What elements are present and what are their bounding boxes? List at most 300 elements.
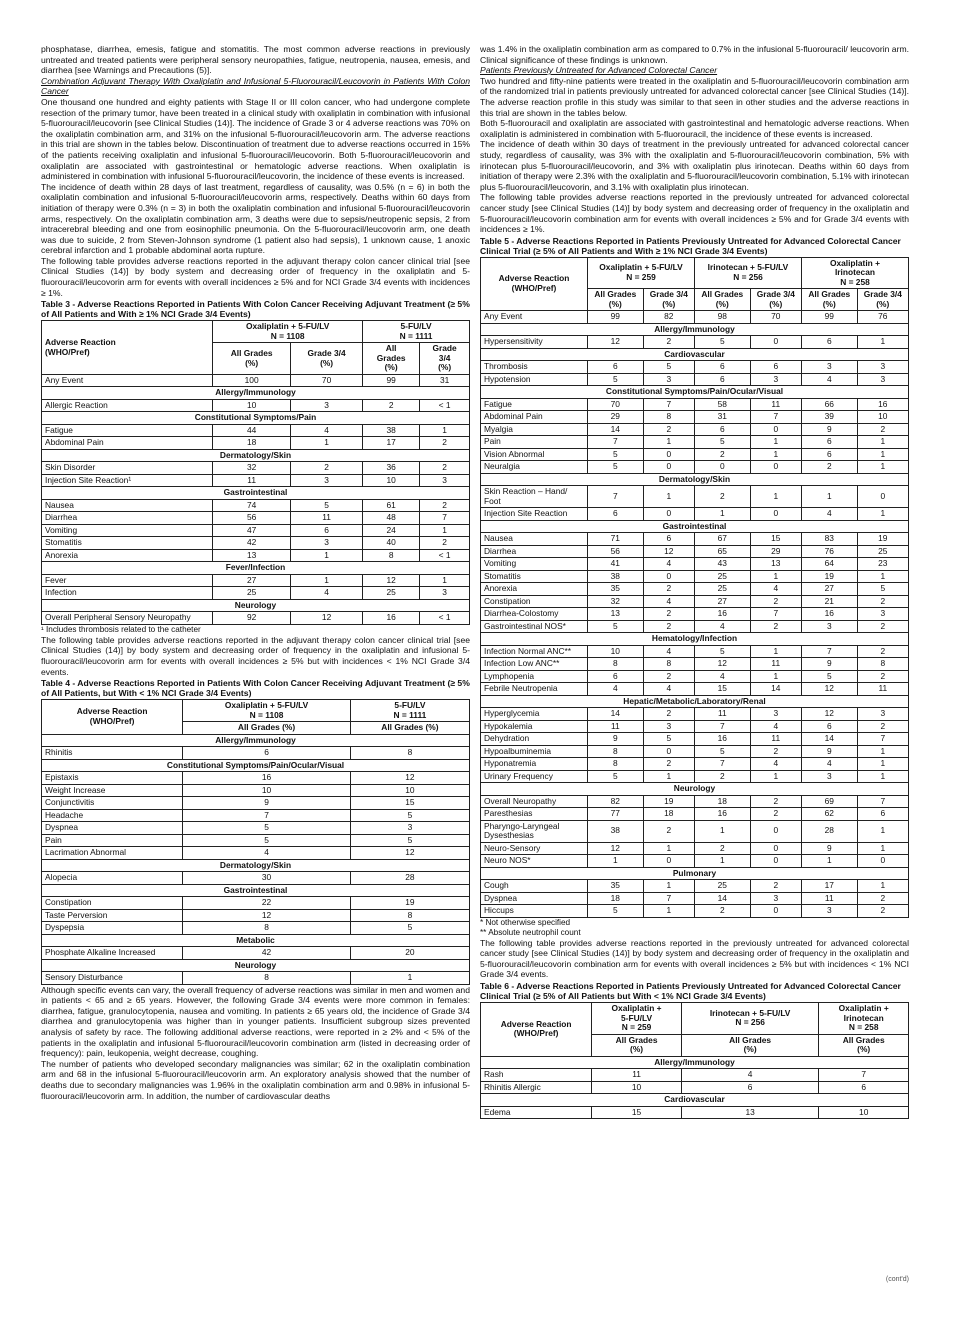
column-header: Grade 3/4 (%) xyxy=(857,289,908,311)
row-label: Infection Low ANC** xyxy=(481,658,588,671)
cell-value: 9 xyxy=(183,797,351,810)
cell-value: 74 xyxy=(213,499,291,512)
cell-value: 13 xyxy=(588,608,644,621)
cell-value: 8 xyxy=(350,909,469,922)
cell-value: 3 xyxy=(291,474,363,487)
cell-value: 3 xyxy=(857,361,908,374)
cell-value: 5 xyxy=(643,733,694,746)
table-4-caption: Table 4 - Adverse Reactions Reported in Patients With Colon Cancer Receiving Adjuvant Treatment (≥ 5% of All Patients, but With < 1% NCI Grade 3/4 Events) xyxy=(41,678,470,699)
cell-value: 1 xyxy=(643,486,694,508)
right-column xyxy=(480,44,909,1119)
table-row xyxy=(481,436,909,449)
cell-value: 10 xyxy=(183,784,351,797)
cell-value: 12 xyxy=(350,772,469,785)
cell-value: 1 xyxy=(857,436,908,449)
cell-value: 40 xyxy=(363,537,420,550)
cell-value: 3 xyxy=(643,720,694,733)
cell-value: 64 xyxy=(801,558,857,571)
section-row xyxy=(481,1094,909,1107)
table-row xyxy=(42,424,470,437)
cell-value: 2 xyxy=(857,670,908,683)
table-row xyxy=(42,612,470,625)
cell-value: 1 xyxy=(350,972,469,985)
cell-value: 8 xyxy=(183,972,351,985)
table-3-caption: Table 3 - Adverse Reactions Reported in Patients With Colon Cancer Receiving Adjuvant Treatment (≥ 5% of All Patients and With ≥ 1% NCI Grade 3/4 Events) xyxy=(41,299,470,320)
cell-value: 29 xyxy=(588,411,644,424)
cell-value: 35 xyxy=(588,880,644,893)
row-label: Allergic Reaction xyxy=(42,399,213,412)
cell-value: 3 xyxy=(291,537,363,550)
cell-value: 12 xyxy=(801,708,857,721)
cell-value: 3 xyxy=(801,770,857,783)
table-row xyxy=(481,545,909,558)
cell-value: 1 xyxy=(694,820,750,842)
cell-value: 0 xyxy=(643,448,694,461)
cell-value: 6 xyxy=(694,423,750,436)
table-row xyxy=(481,720,909,733)
cell-value: 4 xyxy=(643,645,694,658)
cell-value: 32 xyxy=(588,595,644,608)
section-row xyxy=(481,473,909,486)
cell-value: 9 xyxy=(801,745,857,758)
row-label: Hypotension xyxy=(481,373,588,386)
section-label: Constitutional Symptoms/Pain/Ocular/Visual xyxy=(42,759,470,772)
cell-value: 27 xyxy=(801,583,857,596)
column-header: All Grades (%) xyxy=(819,1034,909,1056)
cell-value: 9 xyxy=(801,423,857,436)
cell-value: 2 xyxy=(694,905,750,918)
row-label: Febrile Neutropenia xyxy=(481,683,588,696)
cell-value: 4 xyxy=(801,508,857,521)
cell-value: 1 xyxy=(694,855,750,868)
cell-value: 67 xyxy=(694,533,750,546)
cell-value: 9 xyxy=(588,733,644,746)
cell-value: < 1 xyxy=(420,549,470,562)
cell-value: 2 xyxy=(857,720,908,733)
table-row xyxy=(42,847,470,860)
cell-value: 3 xyxy=(801,905,857,918)
column-header: Irinotecan + 5-FU/LV N = 256 xyxy=(681,1003,819,1035)
row-label: Edema xyxy=(481,1106,592,1119)
row-label: Rhinitis xyxy=(42,747,183,760)
paragraph: The following table provides adverse reactions reported in the adjuvant therapy colon cancer clinical trial [see Clinical Studies (14)] by body system and decreasing order of frequency in the oxaliplatin and 5-fluorouracil/leucovorin arm for events with overall incidences ≥ 5% and for NCI Grade 3/4 events with incidences ≥ 1%. xyxy=(41,255,470,298)
cell-value: 5 xyxy=(183,822,351,835)
row-label: Vision Abnormal xyxy=(481,448,588,461)
cell-value: 3 xyxy=(643,373,694,386)
column-header: Oxaliplatin + 5-FU/LV N = 259 xyxy=(588,257,695,289)
cell-value: 38 xyxy=(588,820,644,842)
section-row xyxy=(42,734,470,747)
section-row xyxy=(42,599,470,612)
column-header: Grade 3/4 (%) xyxy=(750,289,801,311)
cell-value: 7 xyxy=(183,809,351,822)
table-row xyxy=(481,708,909,721)
row-label: Dehydration xyxy=(481,733,588,746)
cell-value: 4 xyxy=(681,1069,819,1082)
cell-value: 5 xyxy=(694,436,750,449)
cell-value: 2 xyxy=(857,892,908,905)
cell-value: 2 xyxy=(750,595,801,608)
cell-value: 2 xyxy=(363,399,420,412)
cell-value: 12 xyxy=(291,612,363,625)
cell-value: 2 xyxy=(291,462,363,475)
cell-value: 1 xyxy=(857,842,908,855)
row-label: Skin Reaction – Hand/ Foot xyxy=(481,486,588,508)
cell-value: 1 xyxy=(750,645,801,658)
cell-value: 16 xyxy=(857,398,908,411)
cell-value: 6 xyxy=(801,436,857,449)
cell-value: 1 xyxy=(750,448,801,461)
cell-value: 6 xyxy=(588,670,644,683)
section-row xyxy=(42,884,470,897)
cell-value: 99 xyxy=(588,311,644,324)
column-header: All Grades (%) xyxy=(363,343,420,375)
cell-value: 5 xyxy=(694,745,750,758)
cell-value: 3 xyxy=(801,620,857,633)
cell-value: 5 xyxy=(588,448,644,461)
cell-value: 38 xyxy=(363,424,420,437)
cell-value: 0 xyxy=(857,486,908,508)
table-row xyxy=(481,645,909,658)
row-label: Hypersensitivity xyxy=(481,336,588,349)
cell-value: 19 xyxy=(643,795,694,808)
row-label: Nausea xyxy=(42,499,213,512)
cell-value: 7 xyxy=(588,436,644,449)
cell-value: 70 xyxy=(291,374,363,387)
cell-value: 8 xyxy=(643,411,694,424)
cell-value: 1 xyxy=(291,549,363,562)
cell-value: 11 xyxy=(291,512,363,525)
cell-value: 100 xyxy=(213,374,291,387)
cell-value: 23 xyxy=(857,558,908,571)
row-label: Thrombosis xyxy=(481,361,588,374)
section-row xyxy=(481,633,909,646)
cell-value: 25 xyxy=(694,880,750,893)
cell-value: 5 xyxy=(857,583,908,596)
table-6-caption: Table 6 - Adverse Reactions Reported in Patients Previously Untreated for Advanced Colorectal Cancer Clinical Trial (≥ 5% of All Patients but With < 1% NCI Grade 3/4 Events) xyxy=(480,981,901,1002)
cell-value: 2 xyxy=(857,905,908,918)
cell-value: 14 xyxy=(694,892,750,905)
cell-value: 92 xyxy=(213,612,291,625)
cell-value: 5 xyxy=(643,361,694,374)
row-label: Hyponatremia xyxy=(481,758,588,771)
cell-value: 1 xyxy=(857,758,908,771)
cell-value: 11 xyxy=(750,398,801,411)
section-row xyxy=(481,783,909,796)
cell-value: 8 xyxy=(857,658,908,671)
column-header: All Grades (%) xyxy=(694,289,750,311)
cell-value: 8 xyxy=(588,758,644,771)
paragraph: The incidence of death within 30 days of treatment in the previously untreated for advanced colorectal cancer study, regardless of causality, was 3% with the oxaliplatin and 5-fluorouracil/leucovorin combination, 5% with irinotecan plus 5-fluorouracil/leucovorin, and 3% with oxaliplatin plus irinotecan. Deaths within 60 days from initiation of therapy were 2.3% with the oxaliplatin and 5-fluorouracil/leucovorin combination, 5.1% with irinotecan plus 5-fluorouracil/leucovorin, and 3.1% with oxaliplatin plus irinotecan. xyxy=(480,139,909,192)
continued-label: (cont'd) xyxy=(885,1276,909,1283)
section-label: Constitutional Symptoms/Pain xyxy=(42,412,470,425)
cell-value: 3 xyxy=(350,822,469,835)
table-row xyxy=(42,524,470,537)
table-row xyxy=(481,361,909,374)
cell-value: 2 xyxy=(750,795,801,808)
row-label: Myalgia xyxy=(481,423,588,436)
cell-value: 2 xyxy=(643,583,694,596)
cell-value: 22 xyxy=(183,897,351,910)
cell-value: 1 xyxy=(857,448,908,461)
cell-value: 2 xyxy=(750,620,801,633)
cell-value: 6 xyxy=(694,361,750,374)
cell-value: 4 xyxy=(694,620,750,633)
cell-value: 12 xyxy=(643,545,694,558)
cell-value: 47 xyxy=(213,524,291,537)
row-label: Epistaxis xyxy=(42,772,183,785)
cell-value: 7 xyxy=(588,486,644,508)
row-label: Constipation xyxy=(481,595,588,608)
cell-value: 4 xyxy=(750,720,801,733)
section-row xyxy=(481,348,909,361)
row-label: Lacrimation Abnormal xyxy=(42,847,183,860)
cell-value: 0 xyxy=(750,905,801,918)
cell-value: 61 xyxy=(363,499,420,512)
row-label: Diarrhea xyxy=(481,545,588,558)
section-label: Fever/Infection xyxy=(42,562,470,575)
column-header: Grade 3/4 (%) xyxy=(420,343,470,375)
cell-value: 1 xyxy=(857,508,908,521)
cell-value: 8 xyxy=(363,549,420,562)
cell-value: 1 xyxy=(643,905,694,918)
cell-value: 44 xyxy=(213,424,291,437)
row-label: Paresthesias xyxy=(481,808,588,821)
cell-value: 18 xyxy=(588,892,644,905)
column-header: Adverse Reaction (WHO/Pref) xyxy=(481,1003,592,1057)
row-label: Dyspnea xyxy=(481,892,588,905)
cell-value: 4 xyxy=(694,670,750,683)
column-header: All Grades (%) xyxy=(588,289,644,311)
cell-value: 1 xyxy=(750,436,801,449)
table-6 xyxy=(480,1002,909,1119)
row-label: Urinary Frequency xyxy=(481,770,588,783)
table-row xyxy=(481,620,909,633)
column-header: 5-FU/LV N = 1111 xyxy=(363,321,470,343)
cell-value: 2 xyxy=(694,448,750,461)
paragraph: was 1.4% in the oxaliplatin combination arm as compared to 0.7% in the infusional 5-fluorouracil/ leucovorin arm. Clinical significance of these findings is unknown. xyxy=(480,44,909,65)
cell-value: 38 xyxy=(588,570,644,583)
cell-value: 1 xyxy=(857,570,908,583)
cell-value: 0 xyxy=(750,461,801,474)
table-row xyxy=(481,595,909,608)
cell-value: 25 xyxy=(857,545,908,558)
table-row xyxy=(481,486,909,508)
column-header: Oxaliplatin + Irinotecan N = 258 xyxy=(801,257,908,289)
cell-value: 4 xyxy=(643,683,694,696)
table-row xyxy=(481,373,909,386)
cell-value: 70 xyxy=(750,311,801,324)
section-label: Gastrointestinal xyxy=(42,884,470,897)
row-label: Abdominal Pain xyxy=(42,437,213,450)
section-label: Dermatology/Skin xyxy=(42,859,470,872)
cell-value: 4 xyxy=(588,683,644,696)
cell-value: 42 xyxy=(183,947,351,960)
section-label: Hematology/Infection xyxy=(481,633,909,646)
row-label: Lymphopenia xyxy=(481,670,588,683)
cell-value: 12 xyxy=(801,683,857,696)
cell-value: 99 xyxy=(801,311,857,324)
table-row xyxy=(42,437,470,450)
cell-value: 5 xyxy=(350,922,469,935)
cell-value: 7 xyxy=(819,1069,909,1082)
cell-value: 11 xyxy=(750,658,801,671)
cell-value: 19 xyxy=(857,533,908,546)
section-heading: Combination Adjuvant Therapy With Oxaliplatin and Infusional 5-Fluorouracil/Leucovorin in Patients With Colon Cancer xyxy=(41,75,470,97)
cell-value: 66 xyxy=(801,398,857,411)
cell-value: 14 xyxy=(750,683,801,696)
table-3 xyxy=(41,320,470,625)
cell-value: 1 xyxy=(857,770,908,783)
cell-value: 7 xyxy=(750,608,801,621)
section-label: Dermatology/Skin xyxy=(42,449,470,462)
row-label: Overall Peripheral Sensory Neuropathy xyxy=(42,612,213,625)
cell-value: 2 xyxy=(643,608,694,621)
cell-value: 10 xyxy=(819,1106,909,1119)
table-row xyxy=(42,922,470,935)
cell-value: 1 xyxy=(291,574,363,587)
cell-value: 25 xyxy=(213,587,291,600)
cell-value: 16 xyxy=(694,808,750,821)
cell-value: 1 xyxy=(750,486,801,508)
cell-value: 2 xyxy=(694,486,750,508)
table-row xyxy=(481,683,909,696)
cell-value: < 1 xyxy=(420,399,470,412)
cell-value: 7 xyxy=(857,795,908,808)
table-row xyxy=(42,822,470,835)
column-header: Oxaliplatin + Irinotecan N = 258 xyxy=(819,1003,909,1035)
cell-value: 0 xyxy=(750,508,801,521)
cell-value: 2 xyxy=(643,423,694,436)
cell-value: 4 xyxy=(750,583,801,596)
row-label: Anorexia xyxy=(481,583,588,596)
cell-value: 5 xyxy=(350,834,469,847)
cell-value: 6 xyxy=(588,361,644,374)
table-row xyxy=(481,311,909,324)
cell-value: 11 xyxy=(750,733,801,746)
table-row xyxy=(481,398,909,411)
row-label: Any Event xyxy=(481,311,588,324)
row-label: Pain xyxy=(481,436,588,449)
table-row xyxy=(481,892,909,905)
cell-value: 8 xyxy=(643,658,694,671)
section-label: Allergy/Immunology xyxy=(42,734,470,747)
section-label: Constitutional Symptoms/Pain/Ocular/Visual xyxy=(481,386,909,399)
section-row xyxy=(481,323,909,336)
row-label: Neuralgia xyxy=(481,461,588,474)
left-column xyxy=(41,44,470,1101)
cell-value: 4 xyxy=(291,587,363,600)
cell-value: 3 xyxy=(750,708,801,721)
row-label: Injection Site Reaction¹ xyxy=(42,474,213,487)
cell-value: 16 xyxy=(363,612,420,625)
cell-value: 7 xyxy=(420,512,470,525)
cell-value: 7 xyxy=(694,720,750,733)
table-footnote: ** Absolute neutrophil count xyxy=(480,927,581,937)
section-label: Cardiovascular xyxy=(481,348,909,361)
cell-value: 6 xyxy=(857,808,908,821)
cell-value: 3 xyxy=(857,708,908,721)
cell-value: 3 xyxy=(420,474,470,487)
cell-value: 35 xyxy=(588,583,644,596)
cell-value: 3 xyxy=(801,361,857,374)
cell-value: 28 xyxy=(350,872,469,885)
cell-value: 4 xyxy=(291,424,363,437)
section-row xyxy=(42,449,470,462)
table-body xyxy=(481,311,909,918)
table-row xyxy=(42,574,470,587)
column-header: Grade 3/4 (%) xyxy=(643,289,694,311)
cell-value: 18 xyxy=(694,795,750,808)
cell-value: 10 xyxy=(363,474,420,487)
table-row xyxy=(481,670,909,683)
table-row xyxy=(42,872,470,885)
table-body xyxy=(42,374,470,624)
cell-value: 83 xyxy=(801,533,857,546)
cell-value: 12 xyxy=(694,658,750,671)
row-label: Overall Neuropathy xyxy=(481,795,588,808)
cell-value: 18 xyxy=(643,808,694,821)
column-header: Grade 3/4 (%) xyxy=(291,343,363,375)
paragraph: The following table provides adverse reactions reported in the adjuvant therapy colon cancer clinical trial [see Clinical Studies (14)] by body system and decreasing order of frequency in the oxaliplatin and infusional 5-fluorouracil/leucovorin arm for events with overall incidences ≥ 5% but with incidences < 1% NCI Grade 3/4 events. xyxy=(41,634,470,677)
table-row xyxy=(42,512,470,525)
cell-value: 5 xyxy=(694,336,750,349)
row-label: Cough xyxy=(481,880,588,893)
cell-value: 11 xyxy=(857,683,908,696)
cell-value: 2 xyxy=(420,437,470,450)
cell-value: 2 xyxy=(694,770,750,783)
row-label: Anorexia xyxy=(42,549,213,562)
section-label: Neurology xyxy=(481,783,909,796)
row-label: Fatigue xyxy=(42,424,213,437)
section-label: Allergy/Immunology xyxy=(481,1056,909,1069)
row-label: Pain xyxy=(42,834,183,847)
column-header: Adverse Reaction (WHO/Pref) xyxy=(481,257,588,311)
table-row xyxy=(481,533,909,546)
cell-value: 8 xyxy=(183,922,351,935)
cell-value: 1 xyxy=(857,336,908,349)
column-header: All Grades (%) xyxy=(213,343,291,375)
row-label: Hypokalemia xyxy=(481,720,588,733)
cell-value: 1 xyxy=(801,486,857,508)
column-header: Adverse Reaction (WHO/Pref) xyxy=(42,321,213,375)
paragraph: The following table provides adverse reactions reported in the previously untreated for advanced colorectal cancer study [see Clinical Studies (14)] by body system and decreasing order of frequency in the oxaliplatin and 5-fluorouracil/leucovorin combination arm for events with overall incidences ≥ 5% and for Grade 3/4 events with incidences ≥ 1%. xyxy=(480,192,909,235)
table-row xyxy=(481,745,909,758)
cell-value: 0 xyxy=(643,461,694,474)
cell-value: 36 xyxy=(363,462,420,475)
cell-value: 76 xyxy=(857,311,908,324)
paragraph: The incidence of death within 28 days of last treatment, regardless of causality, was 0.5% (n = 6) in both the oxaliplatin combination and infusional 5-fluorouracil/leucovorin arms, respectively. Deaths within 60 days from initiation of therapy were 0.3% (n = 3) in both the oxaliplatin combination and infusional 5-fluorouracil/leucovorin arms, respectively. On the oxaliplatin combination arm, 3 deaths were due to sepsis/neutropenic sepsis, 2 from intracerebral bleeding and one from eosinophilic pneumonia. On the 5-fluorouracil/leucovorin arm, one death was due to suicide, 2 from Steven-Johnson syndrome (1 patient also had sepsis), 1 unknown cause, 1 anoxic cerebral infarction and 1 probable abdominal aorta rupture. xyxy=(41,181,470,256)
row-label: Pharyngo-Laryngeal Dysesthesias xyxy=(481,820,588,842)
cell-value: 1 xyxy=(694,508,750,521)
cell-value: 0 xyxy=(750,820,801,842)
column-header: Oxaliplatin + 5-FU/LV N = 259 xyxy=(592,1003,682,1035)
table-row xyxy=(42,474,470,487)
cell-value: 1 xyxy=(801,855,857,868)
cell-value: 2 xyxy=(857,595,908,608)
cell-value: 0 xyxy=(643,855,694,868)
row-label: Neuro-Sensory xyxy=(481,842,588,855)
cell-value: 2 xyxy=(420,537,470,550)
row-label: Rhinitis Allergic xyxy=(481,1081,592,1094)
section-row xyxy=(481,695,909,708)
table-row xyxy=(481,558,909,571)
cell-value: 0 xyxy=(694,461,750,474)
section-label: Neurology xyxy=(42,599,470,612)
cell-value: 1 xyxy=(588,855,644,868)
cell-value: 62 xyxy=(801,808,857,821)
cell-value: 2 xyxy=(801,461,857,474)
